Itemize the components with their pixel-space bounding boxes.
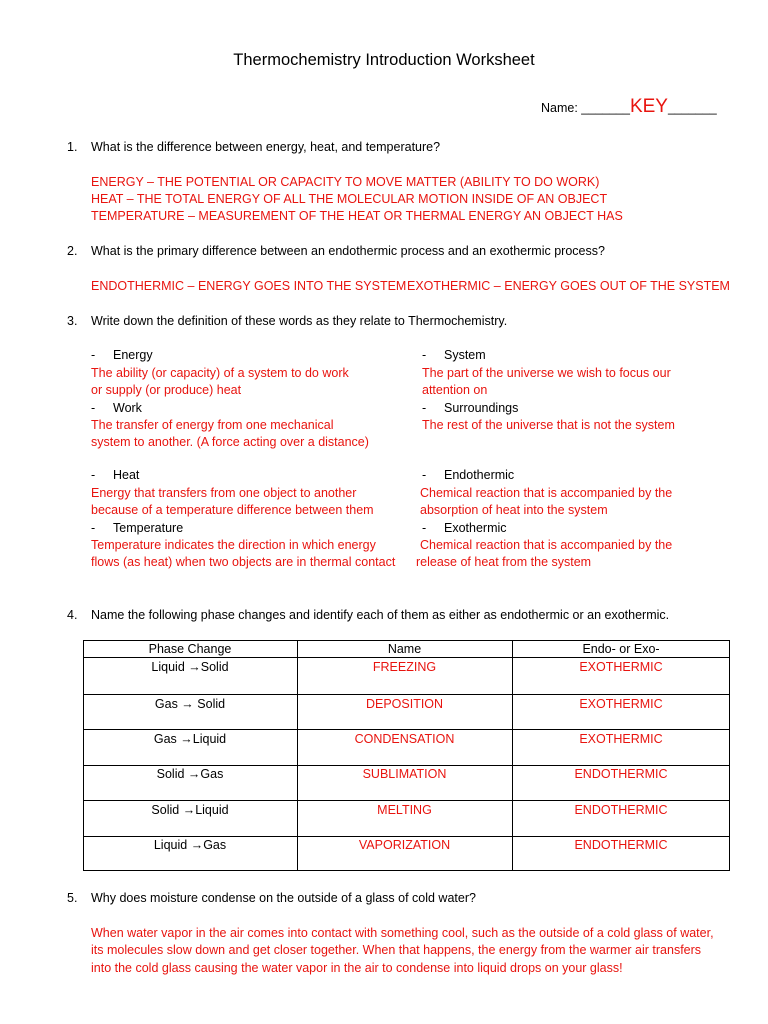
table-cell-phase-change: Liquid →Gas	[153, 838, 227, 852]
table-cell-endo-exo: EXOTHERMIC	[579, 697, 663, 711]
term-energy: - Energy	[91, 348, 153, 362]
table-cell-name: SUBLIMATION	[362, 767, 447, 781]
def-work-1: The transfer of energy from one mechanical	[91, 418, 334, 432]
def-heat-1: Energy that transfers from one object to another	[91, 486, 357, 500]
table-cell-endo-exo: EXOTHERMIC	[579, 732, 663, 746]
table-cell-phase-change: Solid →Gas	[156, 767, 224, 781]
page-title: Thermochemistry Introduction Worksheet	[233, 51, 535, 69]
table-cell-endo-exo: ENDOTHERMIC	[574, 803, 668, 817]
name-trail: _______	[667, 101, 717, 115]
q2-answer-endothermic: ENDOTHERMIC – ENERGY GOES INTO THE SYSTEM	[91, 279, 407, 293]
table-cell-phase-change: Solid →Liquid	[151, 803, 229, 817]
table-cell-endo-exo: EXOTHERMIC	[579, 660, 663, 674]
table-cell-phase-change: Gas →Liquid	[153, 732, 227, 746]
table-cell-phase-change: Gas → Solid	[154, 697, 226, 711]
header-endo-exo: Endo- or Exo-	[582, 642, 660, 656]
def-energy-1: The ability (or capacity) of a system to do work	[91, 366, 349, 380]
term-heat: - Heat	[91, 468, 140, 482]
def-endothermic-2: absorption of heat into the system	[420, 503, 608, 517]
q1-question: What is the difference between energy, heat, and temperature?	[91, 140, 441, 154]
table-row-divider	[83, 729, 730, 730]
def-surroundings-1: The rest of the universe that is not the system	[422, 418, 675, 432]
q1-number: 1.	[67, 140, 78, 154]
def-exothermic-1: Chemical reaction that is accompanied by the	[420, 538, 673, 552]
table-row-divider	[83, 694, 730, 695]
table-cell-endo-exo: ENDOTHERMIC	[574, 767, 668, 781]
q5-answer-2: its molecules slow down and get closer together. When that happens, the energy from the warmer air transfers	[91, 943, 702, 957]
table-cell-name: DEPOSITION	[365, 697, 444, 711]
q2-number: 2.	[67, 244, 78, 258]
def-heat-2: because of a temperature difference between them	[91, 503, 374, 517]
header-phase-change: Phase Change	[148, 642, 232, 656]
q3-question: Write down the definition of these words as they relate to Thermochemistry.	[91, 314, 508, 328]
def-system-2: attention on	[422, 383, 488, 397]
table-cell-name: VAPORIZATION	[358, 838, 451, 852]
def-energy-2: or supply (or produce) heat	[91, 383, 242, 397]
def-work-2: system to another. (A force acting over a distance)	[91, 435, 369, 449]
q5-question: Why does moisture condense on the outside of a glass of cold water?	[91, 891, 476, 905]
name-label: Name: _______	[541, 101, 630, 115]
q4-number: 4.	[67, 608, 78, 622]
term-work: - Work	[91, 401, 142, 415]
q2-answer-exothermic: EXOTHERMIC – ENERGY GOES OUT OF THE SYSTEM	[407, 279, 730, 293]
q1-answer-1: ENERGY – THE POTENTIAL OR CAPACITY TO MOVE MATTER (ABILITY TO DO WORK)	[91, 175, 600, 189]
q5-answer-1: When water vapor in the air comes into contact with something cool, such as the outside of a cold glass of water,	[91, 926, 714, 940]
table-cell-endo-exo: ENDOTHERMIC	[574, 838, 668, 852]
q2-question: What is the primary difference between an endothermic process and an exothermic process?	[91, 244, 605, 258]
q5-answer-3: into the cold glass causing the water vapor in the air to condense into liquid drops on your glass!	[91, 961, 623, 975]
def-endothermic-1: Chemical reaction that is accompanied by the	[420, 486, 673, 500]
q3-number: 3.	[67, 314, 78, 328]
term-endothermic: - Endothermic	[422, 468, 515, 482]
term-temperature: - Temperature	[91, 521, 184, 535]
table-cell-name: MELTING	[377, 803, 432, 817]
term-surroundings: - Surroundings	[422, 401, 519, 415]
def-temperature-2: flows (as heat) when two objects are in thermal contact	[91, 555, 396, 569]
q1-answer-3: TEMPERATURE – MEASUREMENT OF THE HEAT OR THERMAL ENERGY AN OBJECT HAS	[91, 209, 623, 223]
q5-number: 5.	[67, 891, 78, 905]
name-line	[541, 98, 717, 118]
def-system-1: The part of the universe we wish to focus our	[422, 366, 671, 380]
def-exothermic-2: release of heat from the system	[416, 555, 592, 569]
def-temperature-1: Temperature indicates the direction in which energy	[91, 538, 376, 552]
q4-question: Name the following phase changes and identify each of them as either as endothermic or an exothermic.	[91, 608, 670, 622]
table-row-divider	[83, 800, 730, 801]
name-key: KEY	[629, 96, 668, 117]
phase-table-body	[83, 640, 730, 870]
term-exothermic: - Exothermic	[422, 521, 507, 535]
table-cell-phase-change: Liquid →Solid	[151, 660, 229, 674]
header-name: Name	[387, 642, 422, 656]
table-cell-name: CONDENSATION	[354, 732, 455, 746]
term-system: - System	[422, 348, 486, 362]
table-cell-name: FREEZING	[372, 660, 437, 674]
q1-answer-2: HEAT – THE TOTAL ENERGY OF ALL THE MOLECULAR MOTION INSIDE OF AN OBJECT	[91, 192, 608, 206]
